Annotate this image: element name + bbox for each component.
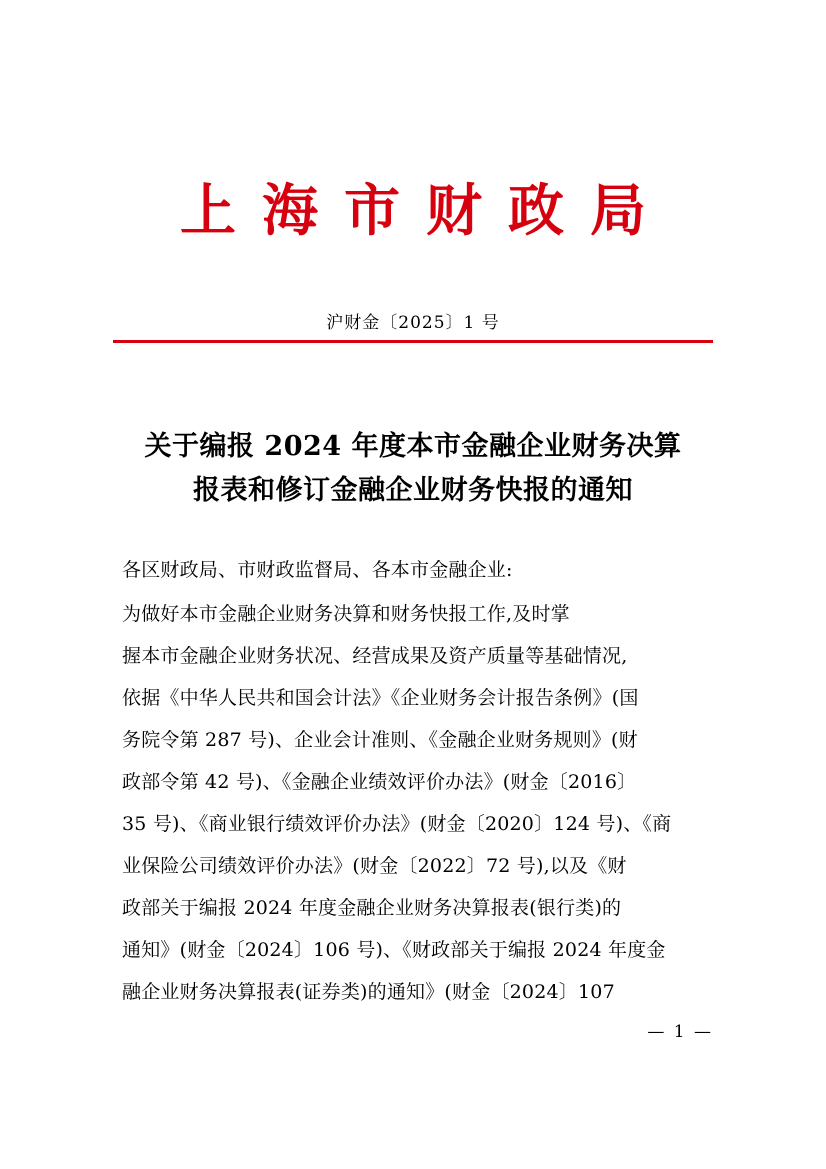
document-number: 沪财金〔2025〕1 号 [326, 313, 500, 333]
page-title-line-2: 报表和修订金融企业财务快报的通知 [193, 475, 633, 506]
paragraph-line: 通知》(财金〔2024〕106 号)、《财政部关于编报 2024 年度金 [122, 939, 666, 961]
page-title [113, 425, 713, 513]
paragraph-line: 35 号)、《商业银行绩效评价办法》(财金〔2020〕124 号)、《商 [122, 813, 672, 835]
document-body [122, 552, 710, 1013]
body-paragraph [122, 593, 710, 1013]
paragraph-line: 融企业财务决算报表(证券类)的通知》(财金〔2024〕107 [122, 981, 615, 1003]
salutation: 各区财政局、市财政监督局、各本市金融企业: [122, 559, 513, 581]
paragraph-line: 政部关于编报 2024 年度金融企业财务决算报表(银行类)的 [122, 897, 622, 919]
paragraph-line: 政部令第 42 号)、《金融企业绩效评价办法》(财金〔2016〕 [122, 771, 637, 793]
paragraph-line: 务院令第 287 号)、企业会计准则、《金融企业财务规则》(财 [122, 729, 638, 751]
paragraph-line: 握本市金融企业财务状况、经营成果及资产质量等基础情况, [122, 645, 628, 667]
paragraph-line: 为做好本市金融企业财务决算和财务快报工作,及时掌 [122, 603, 570, 625]
page-title-line-1: 关于编报 2024 年度本市金融企业财务决算 [144, 431, 682, 462]
paragraph-line: 依据《中华人民共和国会计法》《企业财务会计报告条例》(国 [122, 687, 639, 709]
page-number: — 1 — [647, 1022, 713, 1042]
paragraph-line: 业保险公司绩效评价办法》(财金〔2022〕72 号),以及《财 [122, 855, 627, 877]
red-divider-rule [113, 340, 713, 343]
issuing-authority-title: 上海市财政局 [180, 178, 672, 244]
masthead [0, 178, 826, 245]
